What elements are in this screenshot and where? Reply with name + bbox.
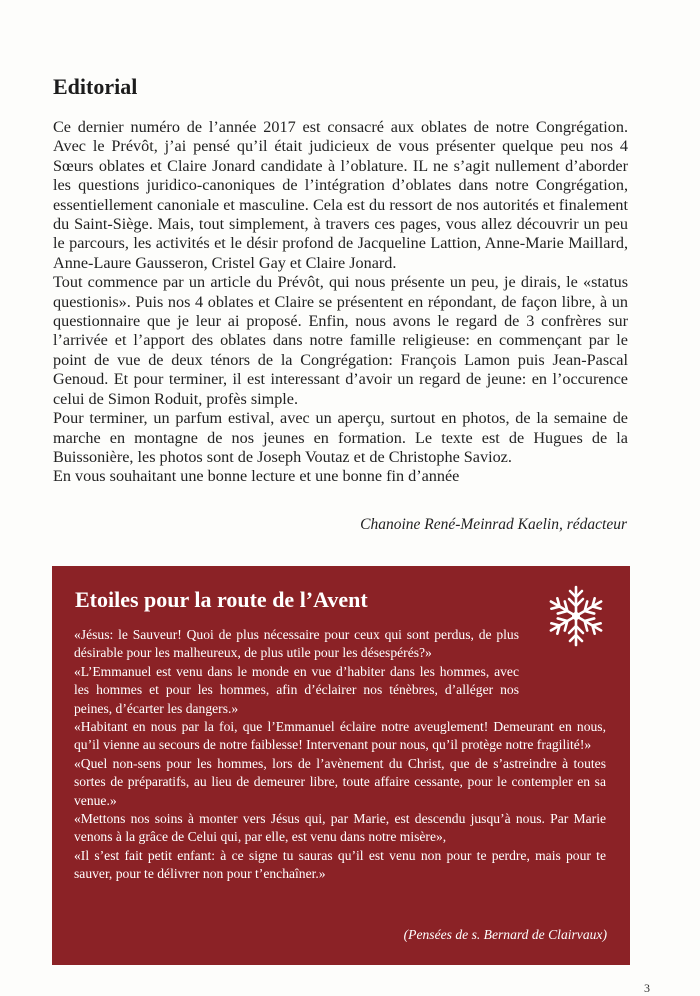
advent-quotes	[74, 626, 606, 884]
editorial-body	[53, 118, 628, 487]
quote-paragraph: «Jésus: le Sauveur! Quoi de plus nécessaire pour ceux qui sont perdus, de plus désirable pour les malheureux, de plus utile pour les désespérés?»	[74, 627, 519, 661]
advent-box-signature: (Pensées de s. Bernard de Clairvaux)	[403, 927, 607, 942]
quote-paragraph: «Habitant en nous par la foi, que l’Emmanuel éclaire notre aveuglement! Demeurant en nous, qu’il vienne au secours de notre faiblesse! Intervenant pour nous, qu’il protège notre fragilité!»	[74, 719, 606, 753]
quote-paragraph: «Quel non-sens pour les hommes, lors de l’avènement du Christ, que de s’astreindre à toutes sortes de préparatifs, au lieu de demeurer libre, toute affaire cessante, pour le contempler en sa venue.»	[74, 755, 606, 808]
quote-paragraph: «L’Emmanuel est venu dans le monde en vue d’habiter dans les hommes, avec les hommes et pour les hommes, afin d’éclairer nos ténèbres, d’alléger nos peines, d’écarter les dangers.»	[74, 663, 519, 716]
editorial-signature: Chanoine René-Meinrad Kaelin, rédacteur	[360, 516, 627, 533]
advent-box-title: Etoiles pour la route de l’Avent	[75, 587, 368, 612]
quote-paragraph: «Mettons nos soins à monter vers Jésus qui, par Marie, est descendu jusqu’à nous. Par Marie venons à la grâce de Celui qui, par elle, est venu dans notre misère»,	[74, 811, 606, 845]
editorial-paragraph: Ce dernier numéro de l’année 2017 est consacré aux oblates de notre Congrégation. Avec le Prévôt, j’ai pensé qu’il était judicieux de vous présenter quelque peu nos 4 Sœurs oblates et Claire Jonard candidate à l’oblature. IL ne s’agit nullement d’aborder les questions juridico-canoniques de l’intégration d’oblates dans notre Congrégation, essentiellement canoniale et masculine. Cela est du ressort de nos autorités et finalement du Saint-Siège. Mais, tout simplement, à travers ces pages, vous allez découvrir un peu le parcours, les activités et le désir profond de Jacqueline Lattion, Anne-Marie Maillard, Anne-Laure Gausseron, Cristel Gay et Claire Jonard.	[53, 118, 628, 272]
editorial-paragraph: En vous souhaitant une bonne lecture et une bonne fin d’année	[53, 467, 460, 486]
editorial-paragraph: Pour terminer, un parfum estival, avec un aperçu, surtout en photos, de la semaine de marche en montagne de nos jeunes en formation. Le texte est de Hugues de la Buissonière, les photos sont de Joseph Voutaz et de Christophe Savioz.	[53, 409, 628, 466]
editorial-title: Editorial	[53, 74, 138, 99]
advent-box	[52, 566, 630, 965]
page-number: 3	[644, 981, 650, 995]
quote-paragraph: «Il s’est fait petit enfant: à ce signe tu sauras qu’il est venu non pour te perdre, mais pour te sauver, pour te délivrer non pour t’enchaîner.»	[74, 847, 606, 882]
editorial-paragraph: Tout commence par un article du Prévôt, qui nous présente un peu, je dirais, le «status questionis». Puis nos 4 oblates et Claire se présentent en répondant, de façon libre, à un questionnaire que je leur ai proposé. Enfin, nous avons le regard de 3 confrères sur l’arrivée et l’apport des oblates dans notre famille religieuse: en commençant par le point de vue de deux ténors de la Congrégation: François Lamon puis Jean-Pascal Genoud. Et pour terminer, il est interessant d’avoir un regard de jeune: en l’occurence celui de Simon Roduit, profès simple.	[53, 273, 628, 408]
